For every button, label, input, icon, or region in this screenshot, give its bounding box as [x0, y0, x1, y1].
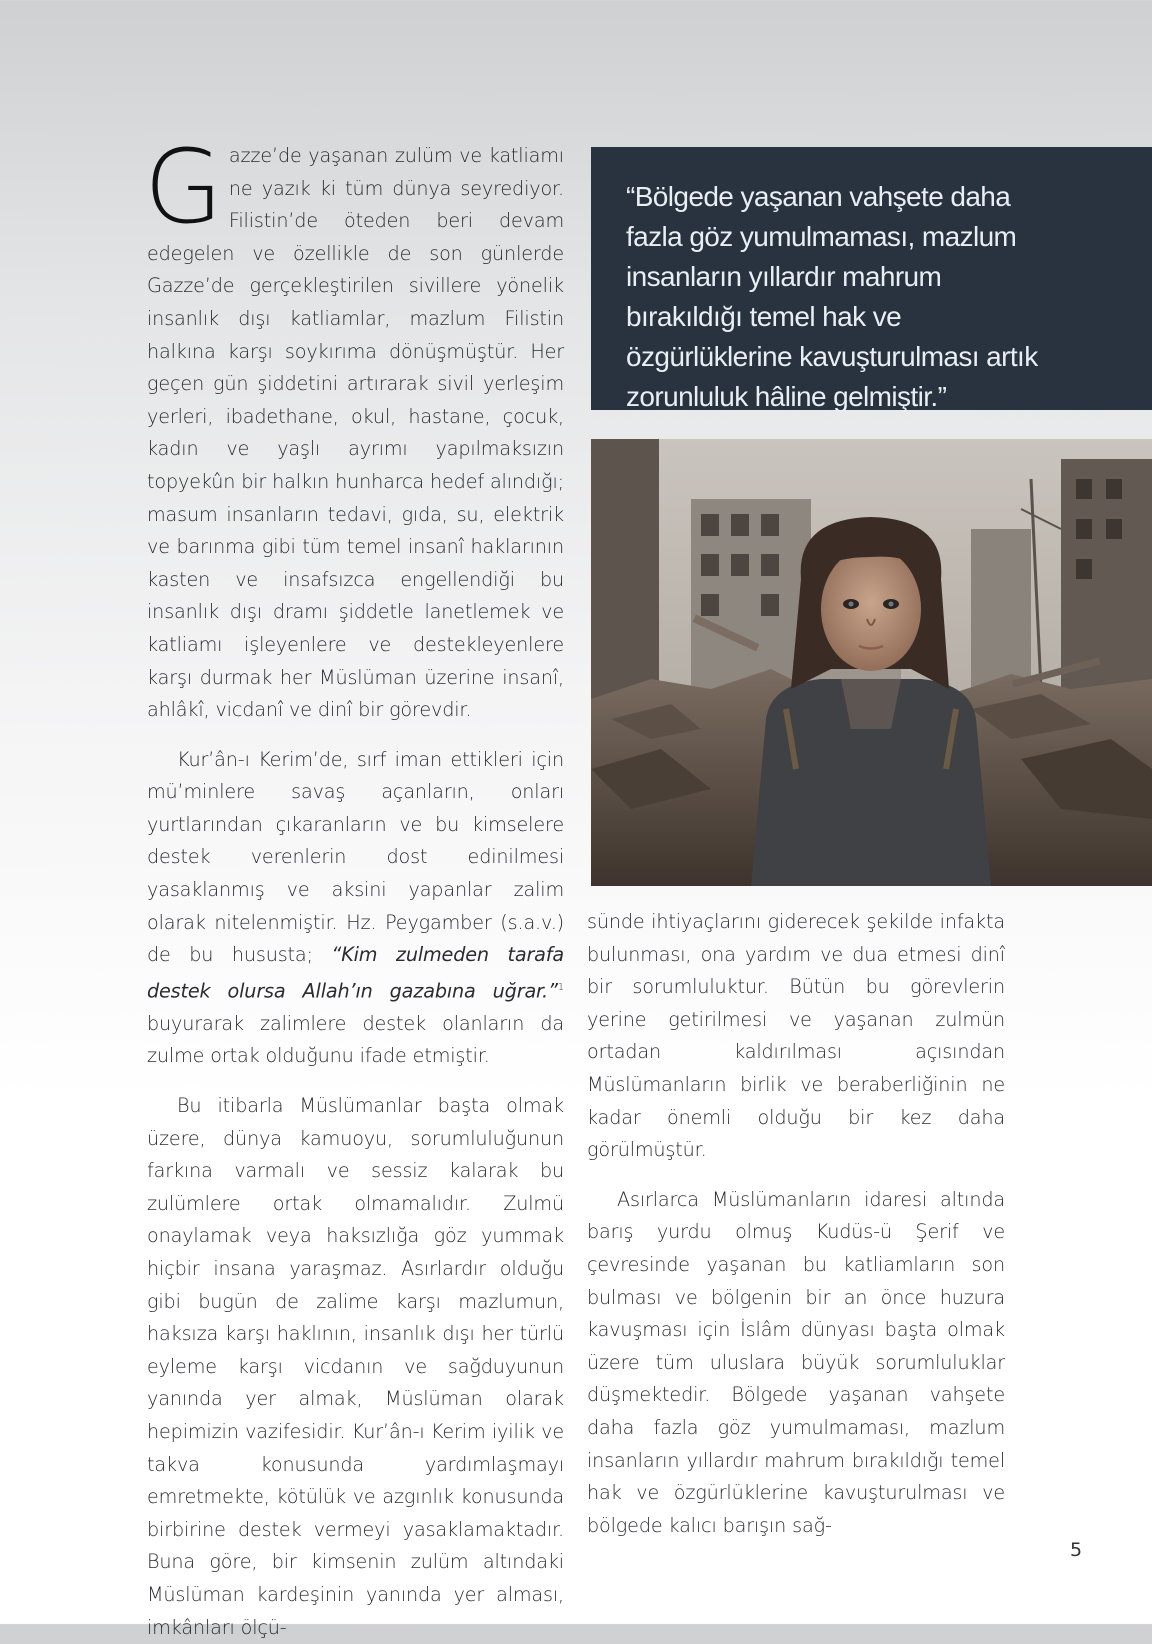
right-column — [587, 906, 1005, 1542]
hadith-quote: “Kim zulmeden tarafa destek olursa Allah’ın gazabına uğrar.” — [147, 943, 565, 1003]
quran-text-after: buyurarak zalimlere destek olanların da zulme ortak olduğunu ifade etmiştir. — [147, 1011, 564, 1068]
photo-illustration — [591, 439, 1152, 886]
intro-text: azze’de yaşanan zulüm ve katliamı ne yazık ki tüm dünya seyrediyor. Filistin’de öteden beri devam edegelen ve özellikle de son günlerde Gazze’de gerçekleştirilen sivillere yönelik insanlık dışı katliamlar, mazlum Filistin halkına karşı soykırıma dönüşmüştür. Her geçen gün şiddetini artırarak sivil yerleşim yerleri, ibadethane, okul, hastane, çocuk, kadın ve yaşlı ayrımı yapılmaksızın topyekûn bir halkın hunharca hedef alındığı; masum insanların tedavi, gıda, su, elektrik ve barınma gibi tüm temel insanî haklarının kasten ve insafsızca engellendiği bu insanlık dışı dramı şiddetle lanetlemek ve katliamı işleyenlere ve destekleyenlere karşı durmak her Müslüman üzerine insanî, ahlâkî, vicdanî ve dinî bir görevdir. — [147, 144, 564, 722]
continuation-paragraph: sünde ihtiyaçlarını giderecek şekilde infakta bulunması, ona yardım ve dua etmesi dinî bir sorumluluktur. Bütün bu görevlerin yerine getirilmesi ve yaşanan zulmün ortadan kaldırılması açısından Müslümanların birlik ve beraberliğinin ne kadar önemli olduğu bir kez daha görülmüştür. — [587, 910, 1005, 1162]
jerusalem-paragraph: Asırlarca Müslümanların idaresi altında barış yurdu olmuş Kudüs-ü Şerif ve çevresinde yaşanan bu katliamların son bulması ve bölgenin bir an önce huzura kavuşması için İslâm dünyası başta olmak üzere tüm uluslara büyük sorumluluklar düşmektedir. Bölgede yaşanan vahşete daha fazla göz yumulmaması, mazlum insanların yıllardır mahrum bırakıldığı temel hak ve özgürlüklerine kavuşturulması ve bölgede kalıcı barışın sağ- — [587, 1187, 1005, 1537]
intro-paragraph — [144, 128, 564, 727]
left-column — [144, 128, 565, 1644]
pull-quote-box — [591, 147, 1152, 410]
responsibility-paragraph: Bu itibarla Müslümanlar başta olmak üzere, dünya kamuoyu, sorumluluğunun farkına varmalı ve sessiz kalarak bu zulümlere ortak olmamalıdır. Zulmü onaylamak veya haksızlığa göz yummak hiçbir insana yaraşmaz. Asırlardır olduğu gibi bugün de zalime karşı mazlumun, haksıza karşı haklının, insanlık dışı her türlü eyleme karşı vicdanın ve sağduyunun yanında yer almak, Müslüman olarak hepimizin vazifesidir. Kur’ân-ı Kerim iyilik ve takva konusunda yardımlaşmayı emretmekte, kötülük ve azgınlık konusunda birbirine destek vermeyi yasaklamaktadır. Buna göre, bir kimsenin zulüm altındaki Müslüman kardeşinin yanında yer alması, imkânları ölçü- — [147, 1094, 564, 1639]
drop-cap: G — [144, 128, 223, 247]
page-number: 5 — [1070, 1539, 1083, 1561]
pull-quote-text: “Bölgede yaşanan vahşete daha fazla göz yumulmaması, mazlum insanların yıllardır mahrum bırakıldığı temel hak ve özgürlüklerine kavuşturulması artık zorunluluk hâline gelmiştir.” — [626, 181, 1038, 412]
child-in-ruins-photo — [591, 439, 1152, 886]
quran-paragraph — [147, 744, 564, 1073]
quran-text-before: Kur’ân-ı Kerim’de, sırf iman ettikleri için mü’minlere savaş açanların, onları yurtlarından çıkaranların ve bu kimselere destek verenlerin dost edinilmesi yasaklanmış ve aksini yapanlar zalim olarak nitelenmiştir. Hz. Peygamber (s.a.v.) de bu hususta; — [147, 747, 564, 967]
footnote-marker: 1 — [557, 981, 564, 993]
